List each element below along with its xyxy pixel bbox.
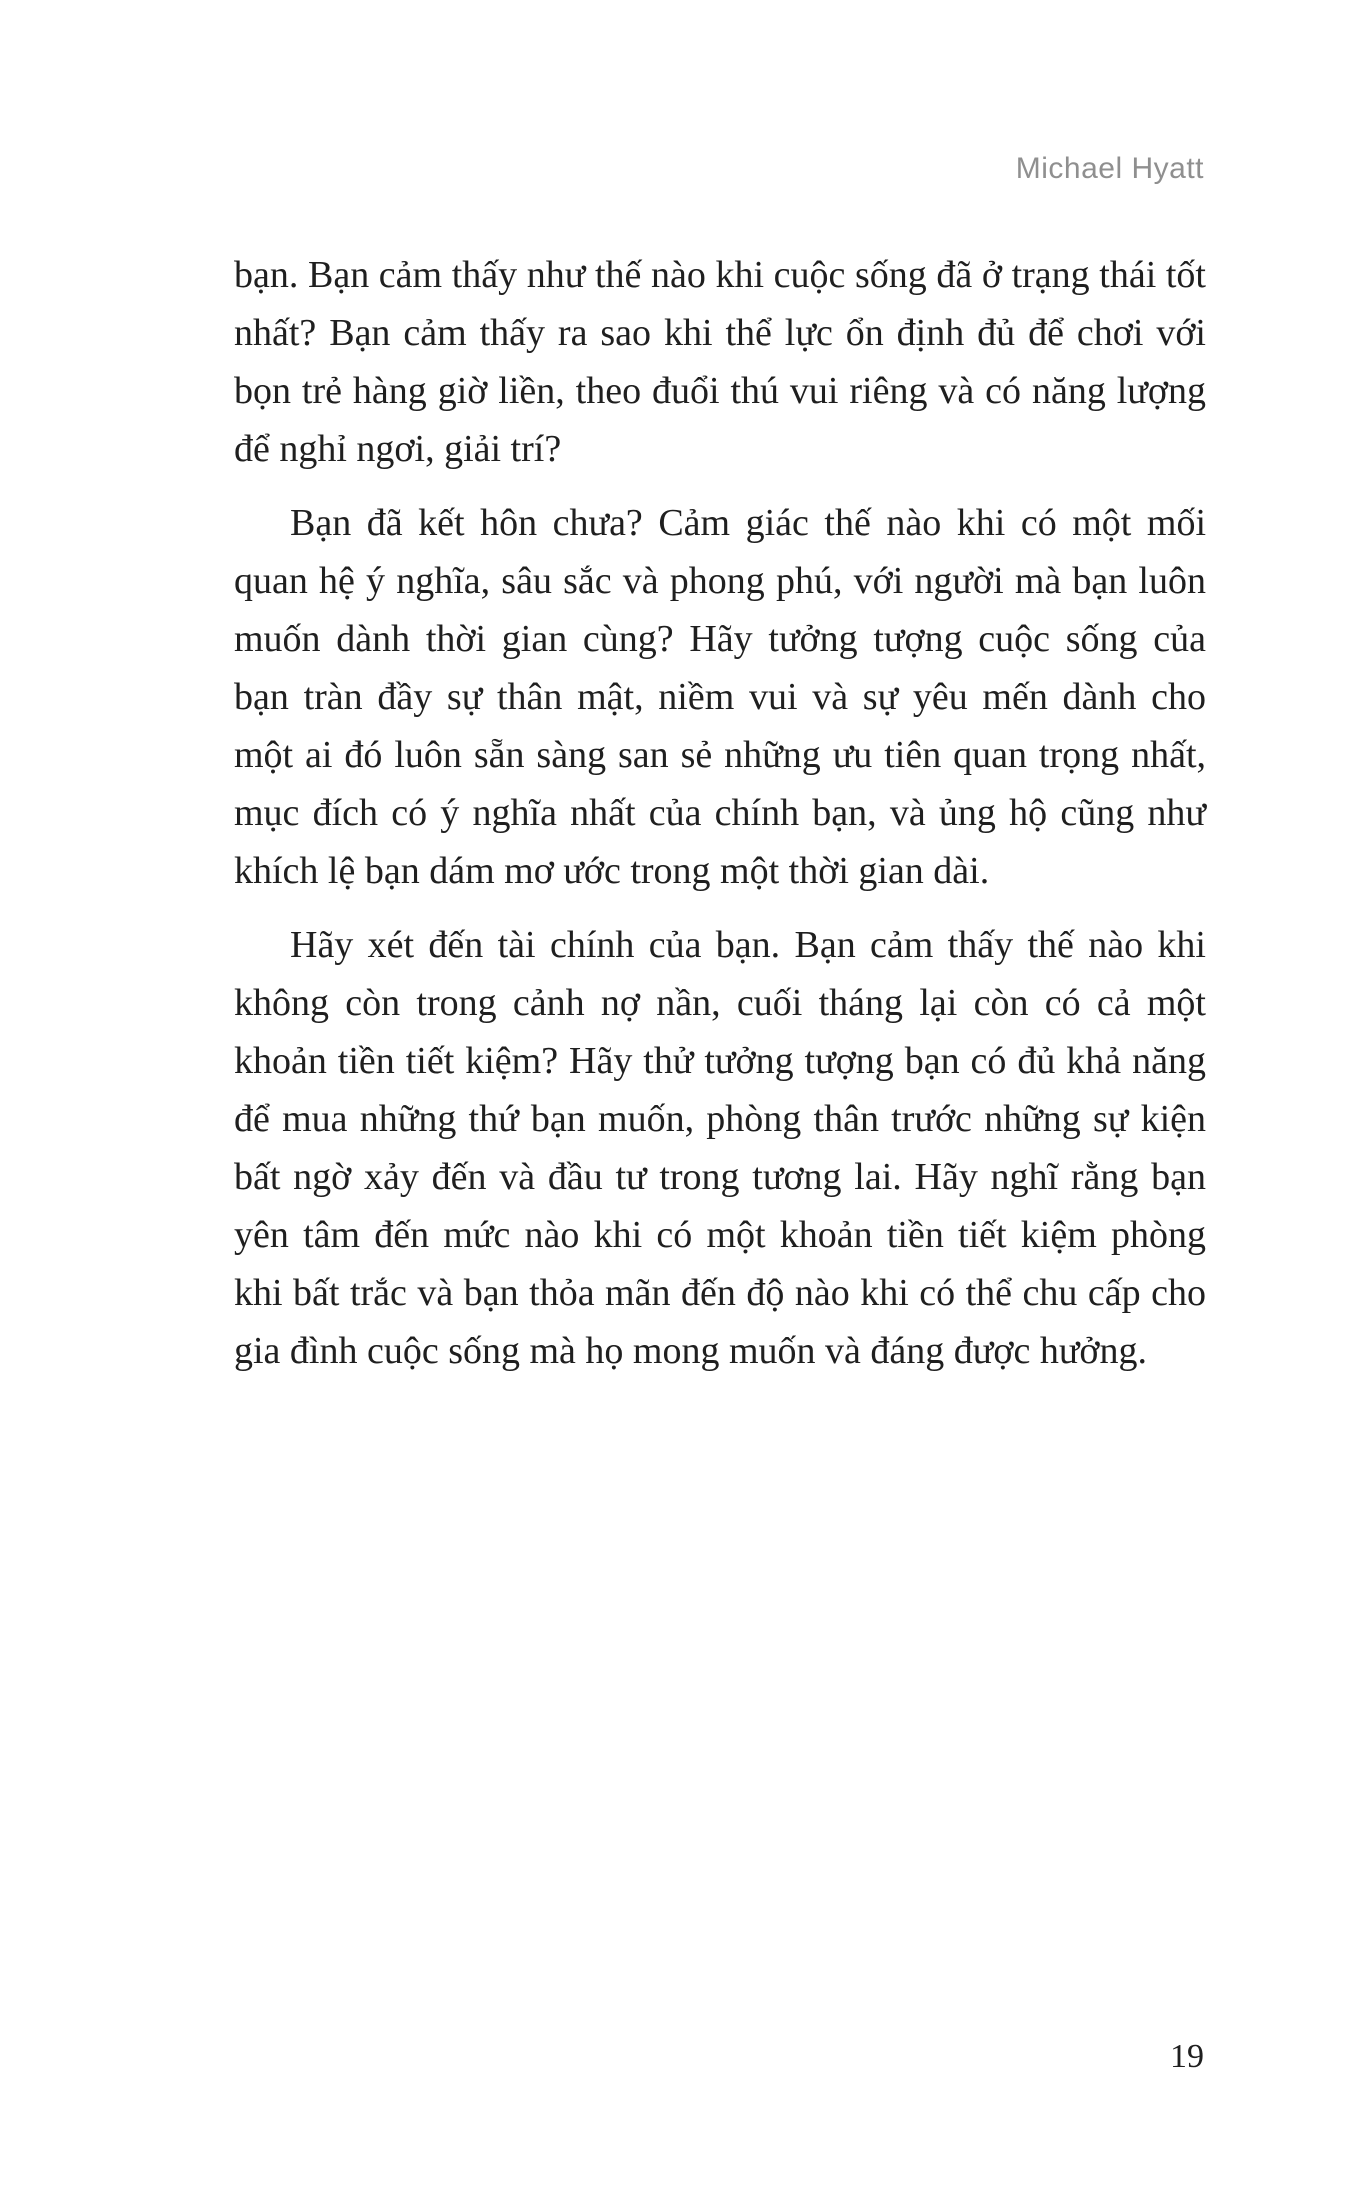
paragraph: Hãy xét đến tài chính của bạn. Bạn cảm thấy thế nào khi không còn trong cảnh nợ nần, cuối tháng lại còn có cả một khoản tiền tiết kiệm? Hãy thử tưởng tượng bạn có đủ khả năng để mua những thứ bạn muốn, phòng thân trước những sự kiện bất ngờ xảy đến và đầu tư trong tương lai. Hãy nghĩ rằng bạn yên tâm đến mức nào khi có một khoản tiền tiết kiệm phòng khi bất trắc và bạn thỏa mãn đến độ nào khi có thể chu cấp cho gia đình cuộc sống mà họ mong muốn và đáng được hưởng.	[234, 924, 1206, 1372]
running-header-author: Michael Hyatt	[1015, 152, 1204, 185]
page-body	[234, 246, 1206, 1396]
paragraph-continuation: bạn. Bạn cảm thấy như thế nào khi cuộc sống đã ở trạng thái tốt nhất? Bạn cảm thấy ra sao khi thể lực ổn định đủ để chơi với bọn trẻ hàng giờ liền, theo đuổi thú vui riêng và có năng lượng để nghỉ ngơi, giải trí?	[234, 254, 1206, 470]
paragraph: Bạn đã kết hôn chưa? Cảm giác thế nào khi có một mối quan hệ ý nghĩa, sâu sắc và phong phú, với người mà bạn luôn muốn dành thời gian cùng? Hãy tưởng tượng cuộc sống của bạn tràn đầy sự thân mật, niềm vui và sự yêu mến dành cho một ai đó luôn sẵn sàng san sẻ những ưu tiên quan trọng nhất, mục đích có ý nghĩa nhất của chính bạn, và ủng hộ cũng như khích lệ bạn dám mơ ước trong một thời gian dài.	[234, 502, 1206, 892]
page-number: 19	[1170, 2038, 1204, 2075]
